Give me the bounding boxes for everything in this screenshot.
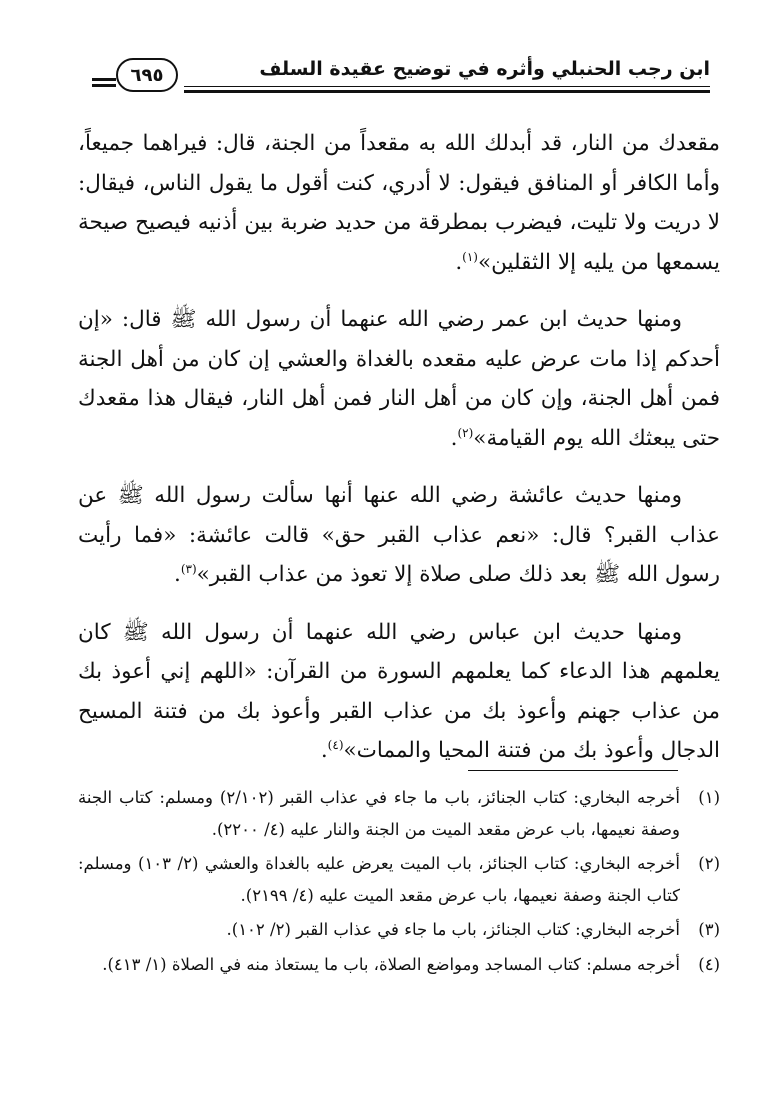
footnotes [78, 782, 720, 983]
footnote-number: (٢) [698, 854, 720, 873]
page-number: ٦٩٥ [130, 64, 164, 86]
paragraph: ومنها حديث ابن عباس رضي الله عنهما أن رسول الله ﷺ كان يعلمهم هذا الدعاء كما يعلمهم السورة من القرآن: «اللهم إني أعوذ بك من عذاب جهنم وأعوذ بك من عذاب القبر وأعوذ بك من فتنة المسيح الدجال وأعوذ بك من فتنة المحيا والممات»$^{(٤)}$. [78, 619, 720, 763]
running-title: ابن رجب الحنبلي وأثره في توضيح عقيدة السلف [259, 58, 710, 80]
footnote-text: أخرجه البخاري: كتاب الجنائز، باب الميت يعرض عليه بالغداة والعشي (٢/ ١٠٣) ومسلم: كتاب الجنة وصفة نعيمها، باب عرض مقعد الميت عليه (٤/ ٢١٩٩). [78, 854, 681, 905]
paragraph: ومنها حديث عائشة رضي الله عنها أنها سألت رسول الله ﷺ عن عذاب القبر؟ قال: «نعم عذاب القبر حق» قالت عائشة: «فما رأيت رسول الله ﷺ بعد ذلك صلى صلاة إلا تعوذ من عذاب القبر»$^{(٣)}$. [78, 483, 720, 587]
header-ornament-bars [92, 78, 116, 90]
header-rule-thick [184, 90, 710, 93]
footnote-text: أخرجه البخاري: كتاب الجنائز، باب ما جاء في عذاب القبر (٢/ ١٠٢). [226, 920, 680, 939]
footnote-marker: (١) [462, 249, 478, 264]
footnote-marker: (٤) [327, 737, 344, 752]
header-rule-thin [184, 86, 710, 87]
page-header [92, 52, 710, 92]
main-text [78, 124, 720, 789]
footnote [78, 782, 720, 845]
footnote-number: (٤) [698, 954, 720, 974]
footnote-separator [468, 770, 678, 771]
footnote [78, 949, 720, 981]
footnote-number: (٣) [698, 920, 720, 939]
footnote-text: أخرجه البخاري: كتاب الجنائز، باب ما جاء في عذاب القبر (٢/١٠٢) ومسلم: كتاب الجنة وصفة نعيمها، باب عرض مقعد الميت من الجنة والنار عليه (٤/ ٢٢٠٠). [78, 788, 680, 839]
footnote-text: أخرجه مسلم: كتاب المساجد ومواضع الصلاة، باب ما يستعاذ منه في الصلاة (١/ ٤١٣). [102, 954, 680, 974]
footnote-marker: (٣) [180, 561, 197, 576]
page-number-badge [116, 58, 178, 92]
footnote [78, 848, 720, 911]
footnote [78, 914, 720, 946]
footnote-number: (١) [698, 788, 720, 807]
paragraph: ومنها حديث ابن عمر رضي الله عنهما أن رسول الله ﷺ قال: «إن أحدكم إذا مات عرض عليه مقعده بالغداة والعشي إن كان من أهل الجنة فمن أهل الجنة، وإن كان من أهل النار فمن أهل النار، فيقال هذا مقعدك حتى يبعثك الله يوم القيامة»$^{(٢)}$. [78, 307, 720, 451]
footnote-marker: (٢) [457, 425, 474, 440]
paragraph: مقعدك من النار، قد أبدلك الله به مقعداً من الجنة، قال: فيراهما جميعاً، وأما الكافر أو المنافق فيقول: لا أدري، كنت أقول ما يقول الناس، فيقال: لا دريت ولا تليت، فيضرب بمطرقة من حديد ضربة بين أذنيه فيصيح صيحة يسمعها من يليه إلا الثقلين»$^{(١)}$. [78, 131, 720, 275]
